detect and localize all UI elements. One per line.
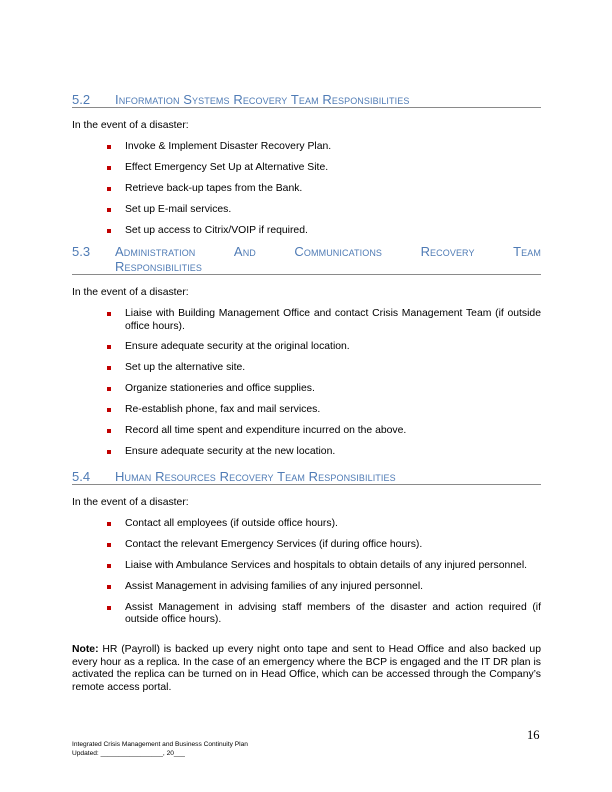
list-item-text: Liaise with Building Management Office and contact Crisis Management Team (if outside office hours). [125, 308, 541, 332]
bullet-icon [107, 564, 111, 568]
list-item-text: Effect Emergency Set Up at Alternative Site. [125, 161, 329, 173]
section-number: 5.2 [72, 92, 91, 107]
bullet-icon [107, 208, 111, 212]
list-item [72, 446, 541, 459]
list-item [72, 225, 541, 238]
list-item [72, 560, 541, 573]
list-item-text: Ensure adequate security at the original location. [125, 341, 350, 353]
title-word: And [233, 244, 256, 259]
bullet-icon [107, 429, 111, 433]
section-heading [72, 92, 541, 108]
list-item [72, 362, 541, 375]
title-word: Team [513, 244, 541, 259]
list-item-text: Assist Management in advising families of any injured personnel. [125, 580, 424, 592]
responsibility-list [72, 141, 541, 237]
list-item [72, 341, 541, 354]
section-5-3 [72, 244, 541, 467]
list-item-text: Assist Management in advising staff members of the disaster and action required (if outside office hours). [125, 601, 541, 626]
list-item-text: Contact the relevant Emergency Services (if during office hours). [125, 538, 423, 550]
list-item-text: Set up E-mail services. [125, 203, 232, 215]
list-item [72, 518, 541, 531]
section-number: 5.4 [72, 469, 91, 484]
section-intro: In the event of a disaster: [72, 497, 189, 508]
list-item [72, 425, 541, 438]
list-item [72, 162, 541, 175]
list-item-text: Retrieve back-up tapes from the Bank. [125, 182, 303, 194]
list-item [72, 308, 541, 333]
responsibility-list [72, 518, 541, 627]
list-item-text: Organize stationeries and office supplies. [125, 383, 315, 395]
bullet-icon [107, 187, 111, 191]
list-item-text: Record all time spent and expenditure incurred on the above. [125, 424, 407, 436]
page-number: 16 [527, 728, 540, 742]
title-word: Communications [294, 244, 383, 259]
bullet-icon [107, 166, 111, 170]
list-item-text: Invoke & Implement Disaster Recovery Plan. [125, 141, 332, 152]
section-heading [72, 469, 541, 485]
list-item-text: Liaise with Ambulance Services and hospitals to obtain details of any injured personnel. [125, 559, 528, 571]
list-item [72, 539, 541, 552]
list-item [72, 602, 541, 627]
section-title: Human Resources Recovery Team Responsibilities [115, 469, 396, 484]
section-5-2 [72, 92, 541, 245]
bullet-icon [107, 312, 111, 316]
bullet-icon [107, 345, 111, 349]
note-paragraph [72, 644, 541, 694]
bullet-icon [107, 450, 111, 454]
page-footer [72, 741, 248, 758]
footer-title: Integrated Crisis Management and Business Continuity Plan [72, 741, 248, 748]
section-intro: In the event of a disaster: [72, 120, 189, 131]
list-item [72, 404, 541, 417]
list-item [72, 383, 541, 396]
list-item-text: Re-establish phone, fax and mail services. [125, 404, 321, 416]
bullet-icon [107, 522, 111, 526]
bullet-icon [107, 543, 111, 547]
bullet-icon [107, 408, 111, 412]
section-title: Information Systems Recovery Team Responsibilities [115, 92, 410, 107]
bullet-icon [107, 585, 111, 589]
list-item [72, 204, 541, 217]
bullet-icon [107, 145, 111, 149]
list-item [72, 141, 541, 154]
bullet-icon [107, 606, 111, 610]
list-item-text: Set up the alternative site. [125, 362, 246, 374]
list-item-text: Set up access to Citrix/VOIP if required. [125, 224, 308, 236]
bullet-icon [107, 229, 111, 233]
list-item-text: Ensure adequate security at the new location. [125, 445, 336, 457]
bullet-icon [107, 366, 111, 370]
bullet-icon [107, 387, 111, 391]
section-heading [72, 244, 541, 275]
footer-updated: Updated: _________________, 20___ [72, 749, 185, 757]
section-title-line [115, 244, 541, 259]
section-5-4 [72, 469, 541, 635]
list-item-text: Contact all employees (if outside office hours). [125, 518, 338, 529]
note-text: HR (Payroll) is backed up every night onto tape and sent to Head Office and also backed up every hour as a replica. In the case of an emergency where the BCP is engaged and the IT DR plan is activated the replica can be turned on in Head Office, which can be accessed through the Company’s remote access portal. [72, 644, 541, 693]
responsibility-list [72, 308, 541, 458]
title-word: Administration [115, 244, 196, 259]
list-item [72, 183, 541, 196]
title-word: Recovery [420, 244, 475, 259]
section-title [115, 244, 541, 274]
section-intro: In the event of a disaster: [72, 287, 189, 298]
section-title-line: Responsibilities [115, 259, 203, 274]
list-item [72, 581, 541, 594]
section-number: 5.3 [72, 244, 91, 259]
note-label: Note: [72, 644, 99, 655]
